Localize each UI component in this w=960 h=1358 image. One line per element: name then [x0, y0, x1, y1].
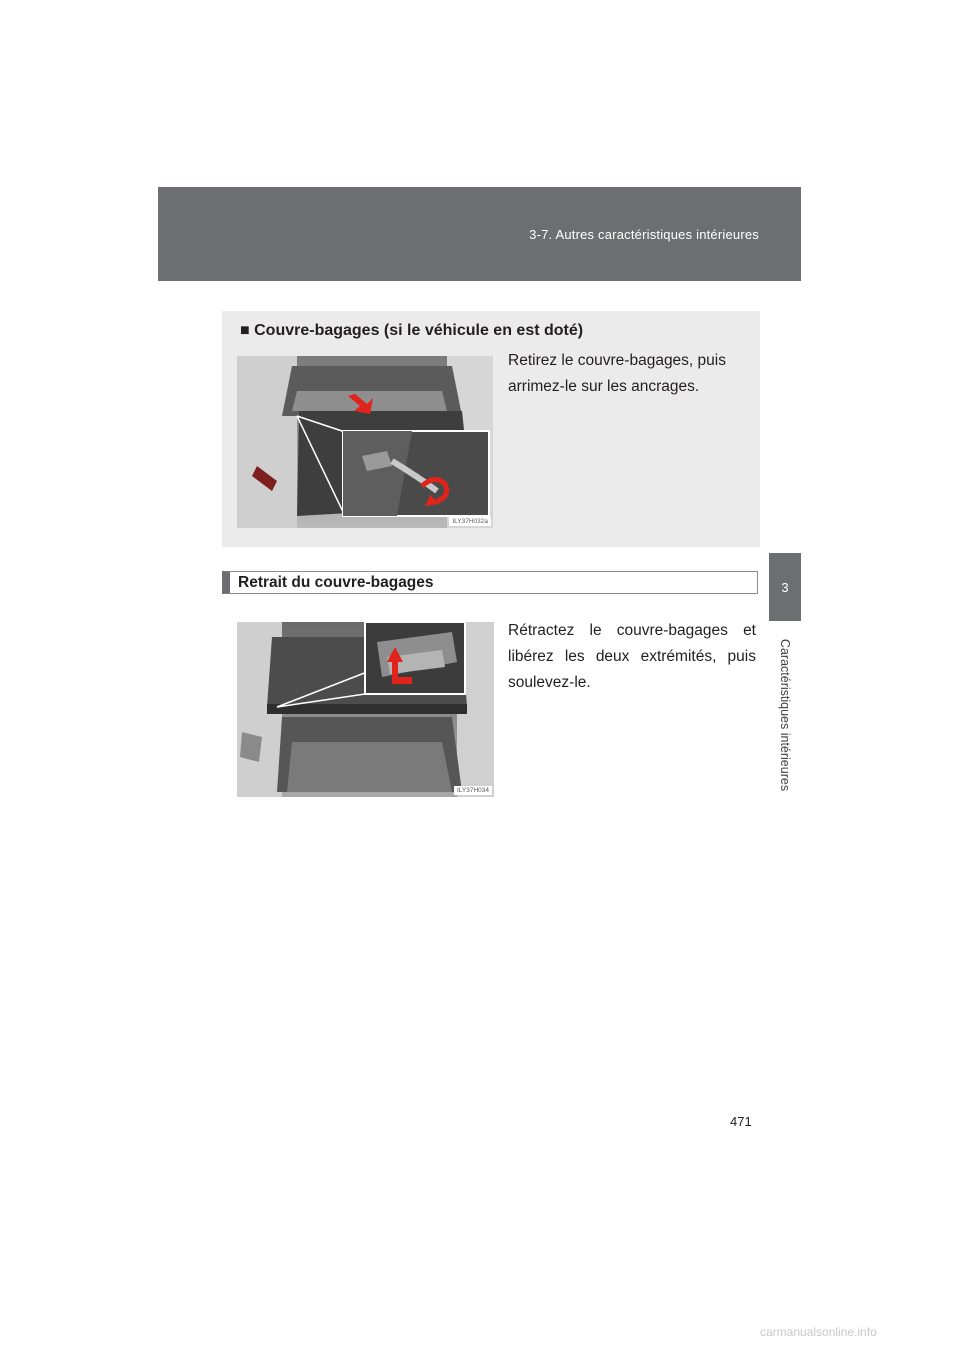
section-text: Rétractez le couvre-bagages et libérez les deux extrémités, puis soulevez-le.: [508, 622, 756, 691]
info-box: [222, 311, 760, 547]
watermark: carmanualsonline.info: [760, 1325, 877, 1339]
section-title: Retrait du couvre-bagages: [238, 573, 434, 591]
cargo-cover-removal-drawing: [237, 622, 494, 797]
header-band: [158, 187, 801, 281]
info-box-text: Retirez le couvre-bagages, puis arrimez-le sur les ancrages.: [508, 352, 726, 395]
chapter-number: 3: [781, 579, 789, 595]
info-box-heading: ■ Couvre-bagages (si le véhicule en est doté): [240, 322, 584, 339]
section-header: [222, 571, 758, 594]
cargo-cover-anchor-illustration: [237, 356, 493, 528]
header-title: 3-7. Autres caractéristiques intérieures: [529, 227, 759, 242]
image-code: ILY37H034: [454, 786, 492, 795]
chapter-tab: [769, 553, 801, 621]
image-code: ILY37H032a: [449, 517, 491, 526]
cargo-cover-anchor-drawing: [237, 356, 493, 528]
cargo-cover-removal-illustration: [237, 622, 494, 797]
chapter-side-label: Caractéristiques intérieures: [778, 638, 792, 792]
page-number: 471: [730, 1114, 752, 1129]
